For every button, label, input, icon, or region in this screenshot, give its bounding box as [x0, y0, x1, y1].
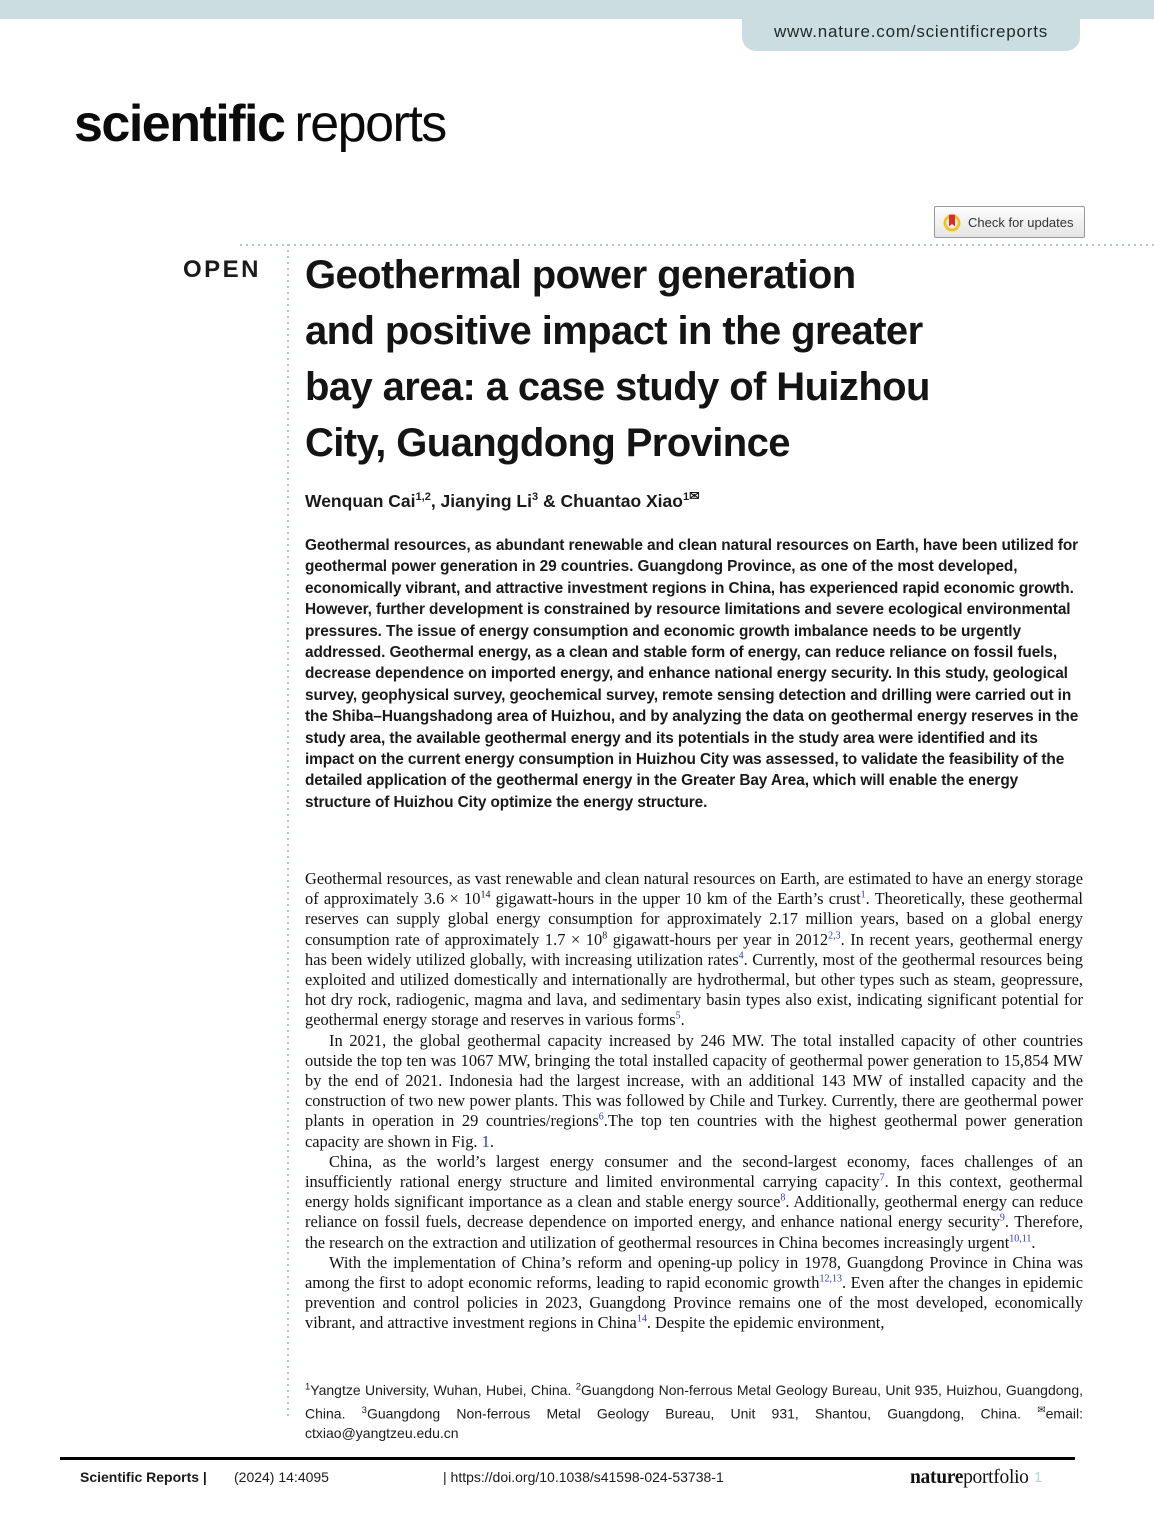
citation-ref-link[interactable]: 9	[999, 1212, 1005, 1224]
footer-journal-name: Scientific Reports |	[80, 1469, 207, 1485]
text-run: China, as the world’s largest energy consumer and the second-largest economy, faces challenges of an insufficiently rational energy structure and limited environmental carrying capacity	[305, 1151, 1083, 1192]
author-list	[305, 488, 1083, 512]
text-run: . Currently, most of the geothermal resources being exploited and utilized domestically and internationally are hydrothermal, but other types such as steam, geopressure, hot dry rock, radiogenic, magma and lava, and sedimentary basin types also exist, indicating significant potential for geothermal energy storage and reserves in various forms	[305, 949, 1083, 1030]
journal-url[interactable]: www.nature.com/scientificreports	[773, 22, 1049, 41]
body-paragraph	[305, 1253, 1083, 1334]
citation-ref-link[interactable]: 4	[738, 950, 744, 962]
citation-ref-link[interactable]: 8	[780, 1192, 786, 1204]
text-run: Wenquan Cai	[305, 490, 416, 511]
text-run: , Jianying Li	[430, 490, 532, 511]
horizontal-dotted-rule	[240, 244, 1154, 246]
footer-issue: (2024) 14:4095	[234, 1469, 329, 1485]
check-for-updates-label: Check for updates	[968, 214, 1074, 230]
logo-word-scientific: scientific	[74, 95, 285, 153]
title-line: Geothermal power generation	[305, 253, 856, 297]
vertical-dotted-rule	[287, 244, 289, 1416]
text-run: gigawatt-hours per year in 2012	[607, 929, 829, 949]
text-run: . Even after the changes in epidemic prevention and control policies in 2023, Guangdong Province remains one of the most developed, economically vibrant, and attractive investment regions in China	[305, 1273, 1083, 1333]
envelope-icon: ✉	[1037, 1404, 1046, 1416]
citation-ref-link[interactable]: 12,13	[819, 1273, 842, 1285]
text-run: . Theoretically, these geothermal reserves can supply global energy consumption for approximately 2.17 million years, based on a global energy consumption rate of approximately 1.7 × 10	[305, 889, 1083, 949]
text-run: gigawatt-hours in the upper 10 km of the Earth’s crust	[490, 889, 861, 909]
body-paragraph	[305, 1152, 1083, 1253]
text-run: . Despite the epidemic environment,	[646, 1313, 885, 1333]
superscript: 3	[531, 491, 539, 503]
text-run: Geothermal resources, as vast renewable and clean natural resources on Earth, are estimated to have an energy storage of approximately 3.6 × 10	[305, 869, 1083, 909]
check-for-updates-button[interactable]	[934, 206, 1085, 238]
text-run: . In this context, geothermal energy holds significant importance as a clean and stable energy source	[305, 1172, 1083, 1212]
page-number: 1	[1034, 1469, 1043, 1486]
superscript: 8	[602, 930, 608, 942]
article-title	[305, 247, 1095, 471]
brand-word-portfolio: portfolio	[963, 1467, 1029, 1488]
logo-word-reports: reports	[294, 95, 446, 153]
title-line: City, Guangdong Province	[305, 421, 790, 465]
text-run: With the implementation of China’s reform and opening-up policy in 1978, Guangdong Province in China was among the first to adopt economic reforms, leading to rapid economic growth	[305, 1252, 1083, 1293]
envelope-icon: ✉	[689, 489, 700, 503]
brand-word-nature: nature	[910, 1467, 964, 1488]
body-paragraph	[305, 1031, 1083, 1152]
citation-ref-link[interactable]: 2,3	[828, 930, 841, 942]
text-run: Yangtze University, Wuhan, Hubei, China.	[310, 1382, 576, 1398]
citation-ref-link[interactable]: 1	[860, 889, 866, 901]
open-access-label: OPEN	[183, 256, 262, 283]
citation-ref-link[interactable]: 7	[879, 1172, 885, 1184]
nature-portfolio-logo	[910, 1467, 1029, 1489]
text-run: .	[680, 1010, 685, 1030]
title-line: bay area: a case study of Huizhou	[305, 365, 930, 409]
abstract: Geothermal resources, as abundant renewable and clean natural resources on Earth, have been utilized for geothermal power generation in 29 countries. Guangdong Province, as one of the most developed, economically vibrant, and attractive investment regions in China, has experienced rapid economic growth. However, further development is constrained by resource limitations and severe ecological environmental pressures. The issue of energy consumption and economic growth imbalance needs to be urgently addressed. Geothermal energy, as a clean and stable form of energy, can reduce reliance on fossil fuels, decrease dependence on imported energy, and enhance national energy security. In this study, geological survey, geophysical survey, geochemical survey, remote sensing detection and drilling were carried out in the Shiba–Huangshadong area of Huizhou, and by analyzing the data on geothermal energy reserves in the study area, the available geothermal energy and its potentials in the study area were identified and its impact on the current energy consumption in Huizhou City was assessed, to validate the feasibility of the detailed application of the geothermal energy in the Greater Bay Area, which will enable the energy structure of Huizhou City optimize the energy structure.	[305, 537, 1079, 811]
journal-url-tab[interactable]	[742, 0, 1080, 51]
text-run: email:	[1045, 1405, 1083, 1422]
citation-ref-link[interactable]: 6	[598, 1111, 604, 1123]
footer-doi-link[interactable]: | https://doi.org/10.1038/s41598-024-53738-1	[443, 1469, 724, 1485]
text-run: . In recent years, geothermal energy has been widely utilized globally, with increasing utilization rates	[305, 929, 1083, 969]
crossmark-icon	[942, 212, 962, 232]
footer-rule	[60, 1457, 1075, 1460]
citation-ref-link[interactable]: 10,11	[1009, 1233, 1032, 1245]
article-body	[305, 869, 1083, 1334]
superscript: 1	[682, 491, 690, 503]
body-paragraph	[305, 869, 1083, 1031]
text-run: . Additionally, geothermal energy can reduce reliance on fossil fuels, decrease dependence on imported energy, and enhance national energy security	[305, 1192, 1084, 1232]
citation-ref-link[interactable]: 14	[636, 1314, 647, 1325]
text-run: . Therefore, the research on the extraction and utilization of geothermal resources in China becomes increasingly urgent	[305, 1212, 1083, 1252]
superscript: 3	[361, 1404, 367, 1416]
text-run: .The top ten countries with the highest geothermal power generation capacity are shown in Fig.	[305, 1111, 1083, 1151]
text-run: & Chuantao Xiao	[538, 490, 683, 511]
text-run: .	[489, 1131, 494, 1151]
superscript: 1	[305, 1381, 311, 1393]
superscript: 2	[575, 1381, 582, 1393]
superscript: 1,2	[415, 491, 431, 503]
citation-ref-link[interactable]: 5	[675, 1010, 681, 1022]
text-run: Guangdong Non-ferrous Metal Geology Bureau, Unit 935, Huizhou, Guangdong, China.	[305, 1382, 1083, 1422]
figure-link[interactable]: 1	[481, 1131, 490, 1151]
text-run: In 2021, the global geothermal capacity increased by 246 MW. The total installed capacity of other countries outside the top ten was 1067 MW, bringing the total installed capacity of geothermal power generation to 15,854 MW by the end of 2021. Indonesia had the largest increase, with an additional 143 MW of installed capacity and the construction of two new power plants. This was followed by Chile and Turkey. Currently, there are geothermal power plants in operation in 29 countries/regions	[305, 1030, 1083, 1131]
title-line: and positive impact in the greater	[305, 309, 923, 353]
page-footer	[0, 1469, 1154, 1499]
journal-logo	[74, 94, 446, 154]
email-link[interactable]: ctxiao@yangtzeu.edu.cn	[305, 1424, 459, 1441]
affiliations-footnote	[305, 1381, 1083, 1443]
text-run: .	[1031, 1232, 1036, 1252]
text-run: Guangdong Non-ferrous Metal Geology Bureau, Unit 931, Shantou, Guangdong, China.	[366, 1405, 1038, 1422]
superscript: 14	[480, 889, 491, 901]
